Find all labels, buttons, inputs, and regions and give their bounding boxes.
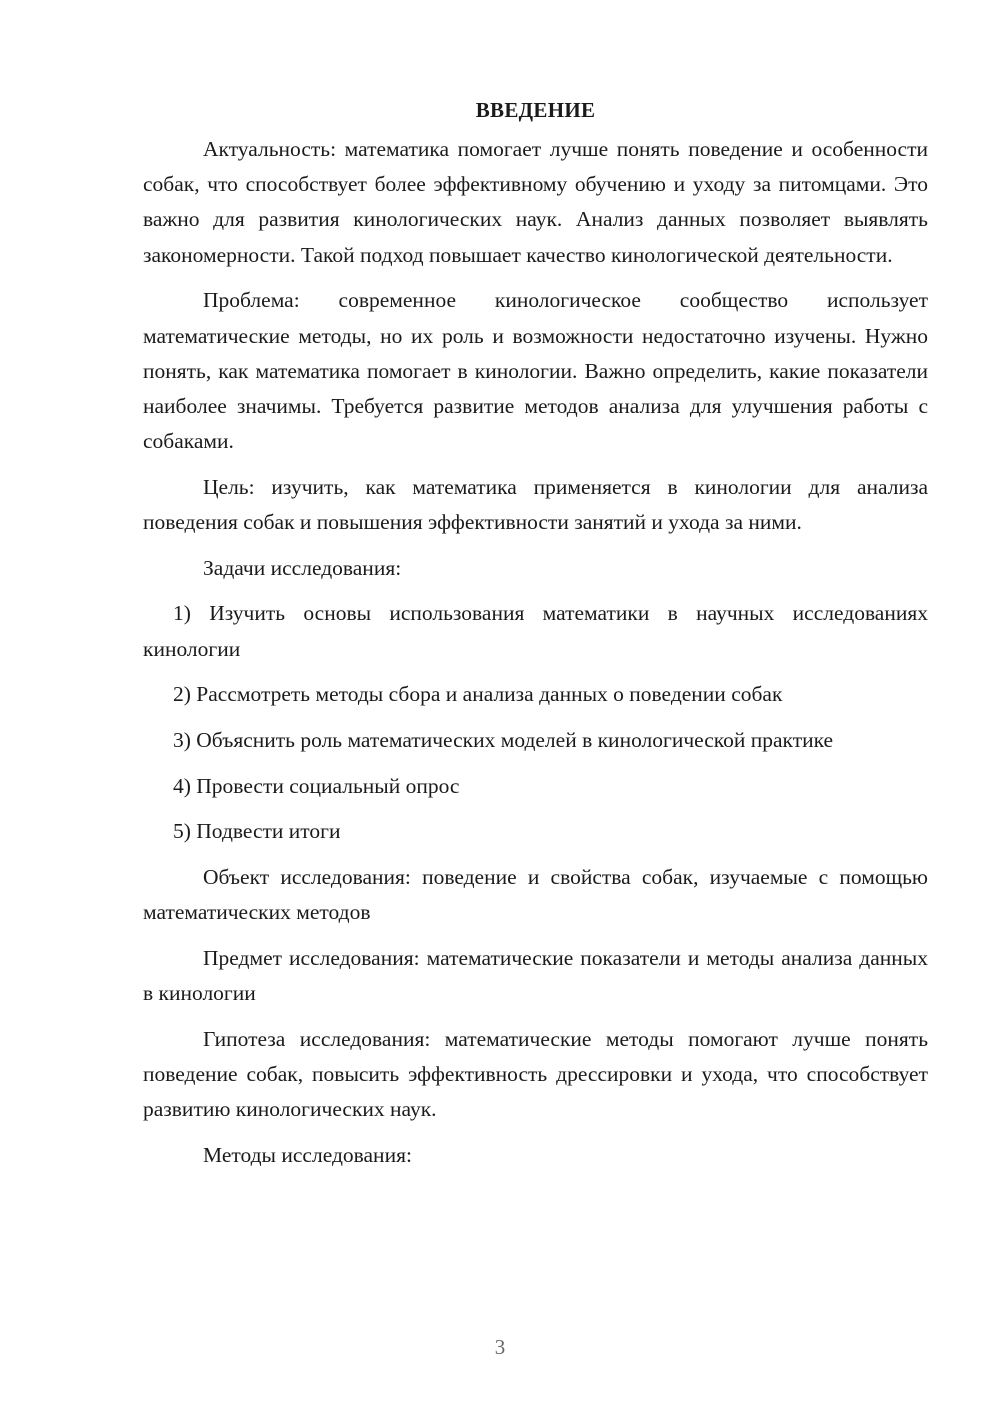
- paragraph-subject: Предмет исследования: математические показатели и методы анализа данных в кинологии: [143, 946, 928, 1006]
- section-title: ВВЕДЕНИЕ: [475, 98, 596, 122]
- methods-heading: Методы исследования:: [203, 1143, 412, 1168]
- paragraph-hypothesis: Гипотеза исследования: математические методы помогают лучше понять поведение собак, повысить эффективность дрессировки и ухода, что способствует развитию кинологических наук.: [143, 1026, 928, 1122]
- task-item-3: 3) Объяснить роль математических моделей в кинологической практике: [173, 728, 834, 753]
- task-item-2: 2) Рассмотреть методы сбора и анализа данных о поведении собак: [173, 682, 783, 707]
- task-item-4: 4) Провести социальный опрос: [173, 773, 460, 798]
- tasks-heading: Задачи исследования:: [203, 555, 402, 580]
- paragraph-relevance: Актуальность: математика помогает лучше понять поведение и особенности собак, что способствует более эффективному обучению и уходу за питомцами. Это важно для развития кинологических наук. Анализ данных позволяет выявлять закономерности. Такой подход повышает качество кинологической деятельности.: [143, 137, 928, 267]
- document-page: [143, 92, 928, 1184]
- paragraph-goal: Цель: изучить, как математика применяется в кинологии для анализа поведения собак и повышения эффективности занятий и ухода за ними.: [143, 474, 928, 535]
- task-item-1: 1) Изучить основы использования математики в научных исследованиях кинологии: [143, 601, 928, 661]
- task-item-5: 5) Подвести итоги: [173, 819, 341, 844]
- paragraph-problem: Проблема: современное кинологическое сообщество использует математические методы, но их роль и возможности недостаточно изучены. Нужно понять, как математика помогает в кинологии. Важно определить, какие показатели наиболее значимы. Требуется развитие методов анализа для улучшения работы с собаками.: [143, 288, 928, 454]
- paragraph-object: Объект исследования: поведение и свойства собак, изучаемые с помощью математических методов: [143, 865, 928, 925]
- page-number: 3: [494, 1335, 506, 1359]
